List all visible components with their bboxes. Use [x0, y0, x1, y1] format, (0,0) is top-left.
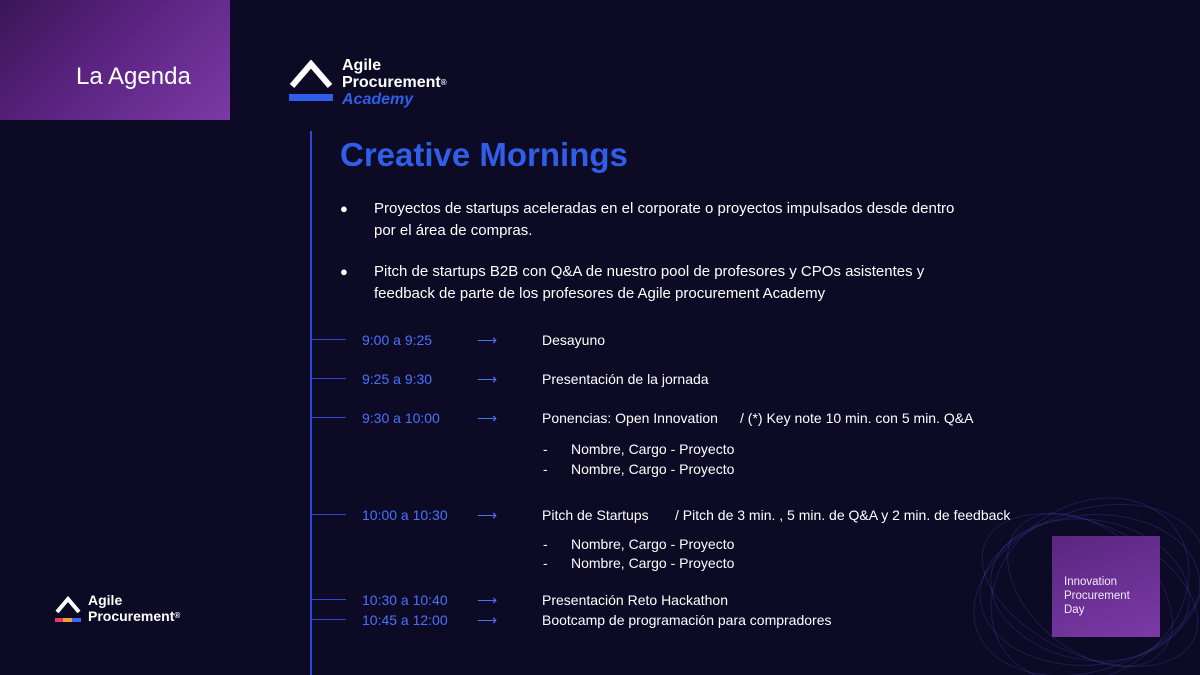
agenda-description: Desayuno: [542, 332, 606, 348]
agenda-row: [0, 410, 1200, 430]
registered-mark: ®: [174, 611, 181, 620]
section-label: La Agenda: [76, 63, 191, 90]
bullet-dot-icon: ●: [340, 264, 348, 279]
speaker-text: Nombre, Cargo - Proyecto: [571, 441, 735, 457]
bullet-item: [340, 198, 974, 242]
agenda-time: 9:25 a 9:30: [362, 371, 433, 387]
agenda-time: 9:00 a 9:25: [362, 332, 433, 348]
speaker-text: Nombre, Cargo - Proyecto: [571, 461, 735, 477]
agenda-note: / Pitch de 3 min. , 5 min. de Q&A y 2 min. de feedback: [675, 507, 1011, 523]
agenda-time: 10:45 a 12:00: [362, 612, 448, 628]
brand-name-line3: Academy: [342, 91, 414, 108]
speaker-text: Nombre, Cargo - Proyecto: [571, 536, 735, 552]
speaker-text: Nombre, Cargo - Proyecto: [571, 555, 735, 571]
arrow-right-icon: ⟶: [477, 592, 498, 608]
badge-line: Innovation: [1064, 576, 1118, 588]
badge-line: Procurement: [1064, 590, 1130, 602]
badge-line: Day: [1064, 604, 1085, 616]
agenda-time: 10:00 a 10:30: [362, 507, 448, 523]
logo-mark-icon: [55, 596, 81, 624]
dash-marker: -: [543, 441, 548, 457]
brand-name-line2: Procurement: [342, 74, 441, 91]
agenda-note: / (*) Key note 10 min. con 5 min. Q&A: [740, 410, 974, 426]
agenda-description: Bootcamp de programación para compradores: [542, 612, 832, 628]
dash-marker: -: [543, 555, 548, 571]
brand-logo: [289, 57, 447, 108]
arrow-right-icon: ⟶: [477, 332, 498, 348]
event-badge: [1052, 536, 1160, 637]
arrow-right-icon: ⟶: [477, 371, 498, 387]
agenda-description: Presentación Reto Hackathon: [542, 592, 728, 608]
dash-marker: -: [543, 536, 548, 552]
bullet-text: Proyectos de startups aceleradas en el corporate o proyectos impulsados desde dentro por el área de compras.: [374, 200, 955, 239]
arrow-right-icon: ⟶: [477, 612, 498, 628]
agenda-description: Ponencias: Open Innovation: [542, 410, 718, 426]
footer-brand-line1: Agile: [88, 592, 123, 608]
dash-marker: -: [543, 461, 548, 477]
agenda-description: Presentación de la jornada: [542, 371, 709, 387]
agenda-time: 9:30 a 10:00: [362, 410, 440, 426]
brand-name-line1: Agile: [342, 57, 382, 74]
page-title: Creative Mornings: [340, 136, 628, 173]
agenda-row: [0, 371, 1200, 391]
bullet-item: [340, 261, 974, 305]
arrow-right-icon: ⟶: [477, 507, 498, 523]
bullet-text: Pitch de startups B2B con Q&A de nuestro pool de profesores y CPOs asistentes y feedback de parte de los profesores de Agile procurement Academy: [374, 263, 925, 302]
registered-mark: ®: [440, 78, 447, 87]
agenda-time: 10:30 a 10:40: [362, 592, 448, 608]
agenda-description: Pitch de Startups: [542, 507, 649, 523]
footer-brand-logo: [55, 592, 180, 624]
footer-brand-line2: Procurement: [88, 608, 175, 624]
arrow-right-icon: ⟶: [477, 410, 498, 426]
bullet-dot-icon: ●: [340, 201, 348, 216]
logo-mark-icon: [289, 60, 333, 106]
section-tag: [0, 0, 230, 120]
agenda-row: [0, 332, 1200, 352]
